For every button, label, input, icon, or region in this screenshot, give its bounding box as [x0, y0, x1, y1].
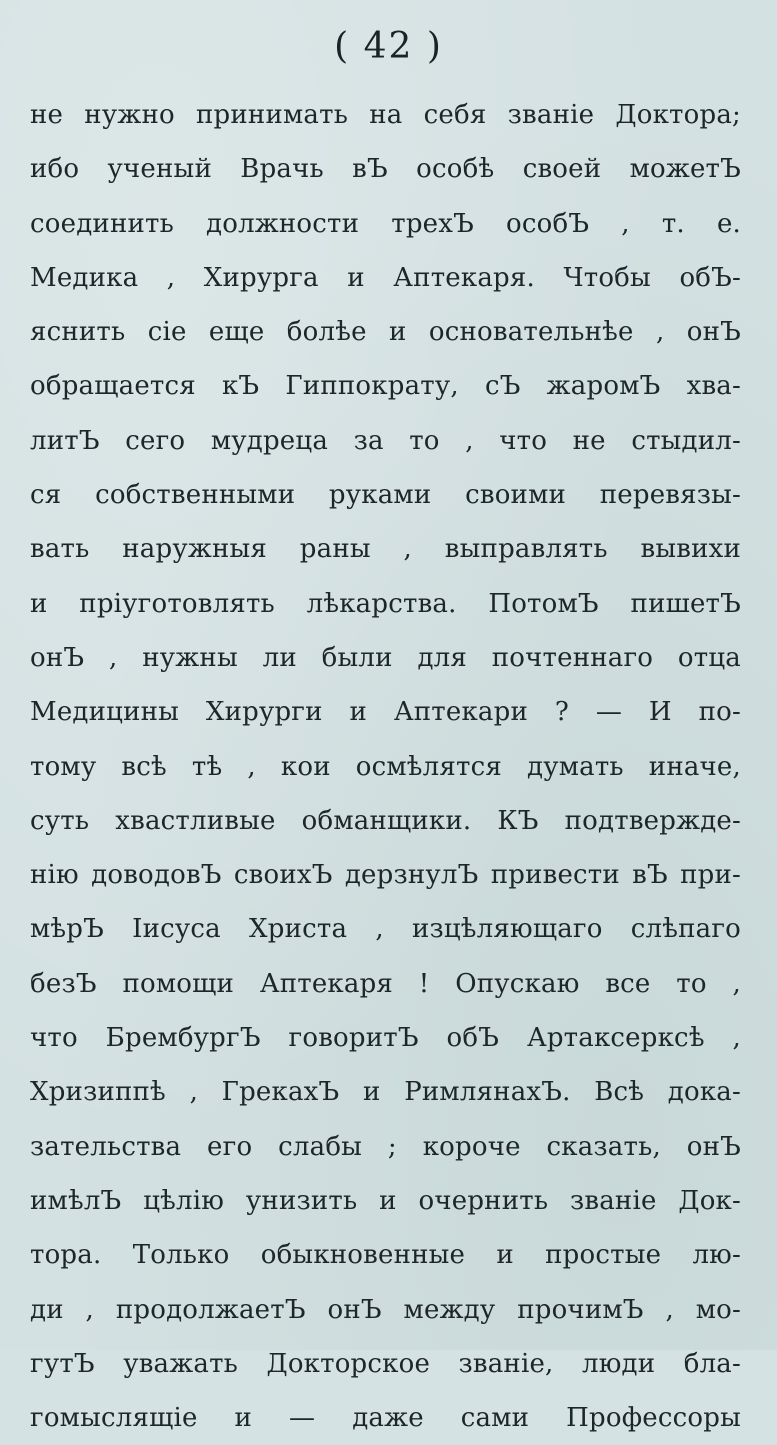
text-line: вать наружныя раны , выправлять вывихи [30, 534, 741, 565]
text-line: имѣлЪ цѣлію унизить и очернить званіе Док- [30, 1185, 741, 1216]
text-line: Хризиппѣ , ГрекахЪ и РимлянахЪ. Всѣ дока- [30, 1077, 741, 1108]
text-line: суть хвастливые обманщики. КЪ подтвержде- [30, 805, 741, 836]
text-line: обращается кЪ Гиппократу, сЪ жаромЪ хва- [30, 371, 741, 402]
text-line: ди , продолжаетЪ онЪ между прочимЪ , мо- [30, 1294, 741, 1325]
text-line: и пріуготовлять лѣкарства. ПотомЪ пишетЪ [30, 588, 741, 619]
text-line: что БрембургЪ говоритЪ обЪ Артаксерксѣ , [30, 1023, 741, 1054]
text-line: онЪ , нужны ли были для почтеннаго отца [30, 642, 741, 673]
text-line: литЪ сего мудреца за то , что не стыдил- [30, 425, 741, 456]
text-line: ся собственными руками своими перевязы- [30, 480, 741, 511]
text-line: тому всѣ тѣ , кои осмѣлятся думать иначе, [30, 751, 741, 782]
text-line: нію доводовЪ своихЪ дерзнулЪ привести вЪ при- [30, 860, 741, 891]
text-line: зательства его слабы ; короче сказать, онЪ [30, 1131, 741, 1162]
text-line: Медицины Хирурги и Аптекари ? — И по- [30, 697, 741, 728]
text-line: мѣрЪ Іисуса Христа , изцѣляющаго слѣпаго [30, 914, 741, 945]
body-text [30, 88, 741, 1445]
text-line: тора. Только обыкновенные и простые лю- [30, 1240, 741, 1271]
text-line: яснить сіе еще болѣе и основательнѣе , онЪ [30, 317, 741, 348]
text-line: ибо ученый Врачь вЪ особѣ своей можетЪ [30, 154, 741, 185]
text-line: гутЪ уважать Докторское званіе, люди бла- [30, 1348, 741, 1379]
text-line: Медика , Хирурга и Аптекаря. Чтобы обЪ- [30, 262, 741, 293]
text-line: гомыслящіе и — даже сами Профессоры [30, 1403, 741, 1434]
text-line: не нужно принимать на себя званіе Доктора; [30, 100, 741, 130]
page-number: ( 42 ) [334, 26, 443, 67]
text-line: безЪ помощи Аптекаря ! Опускаю все то , [30, 968, 741, 999]
text-line: соединить должности трехЪ особЪ , т. е. [30, 208, 741, 239]
